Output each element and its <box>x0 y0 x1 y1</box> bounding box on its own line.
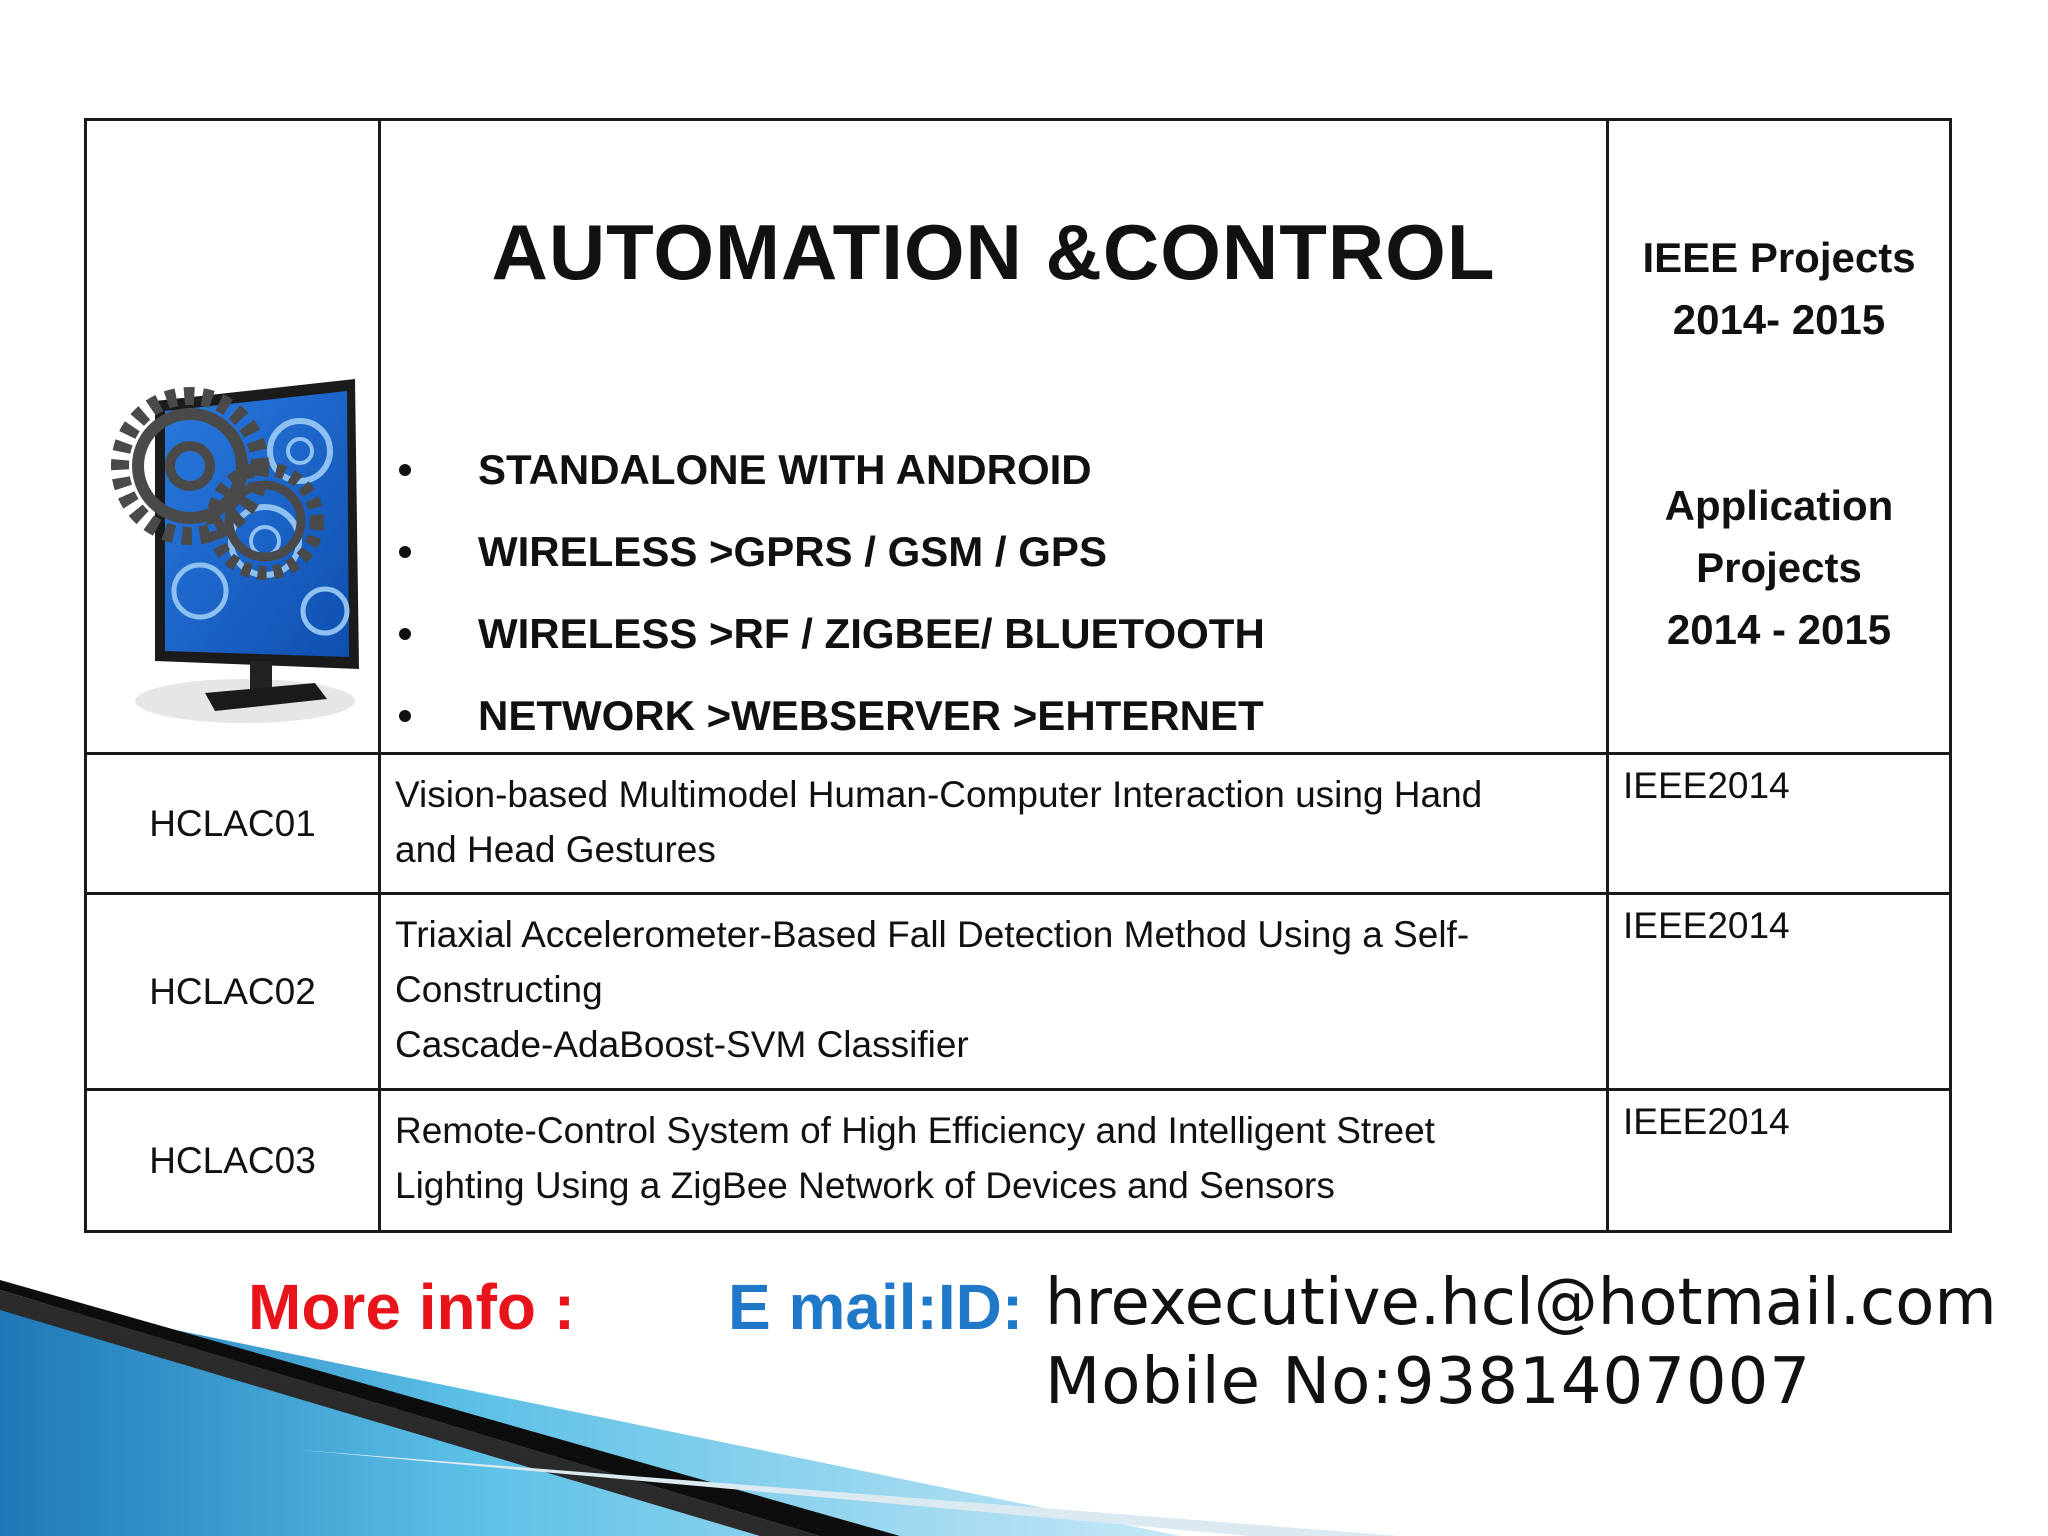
ieee-projects-label: IEEE Projects 2014- 2015 <box>1642 234 1916 343</box>
bullet-icon <box>399 546 411 558</box>
topic-item: STANDALONE WITH ANDROID <box>395 429 1265 511</box>
topic-item: WIRELESS >GPRS / GSM / GPS <box>395 511 1265 593</box>
bullet-icon <box>399 464 411 476</box>
table-row <box>86 754 1951 894</box>
mobile-number: Mobile No:9381407007 <box>1045 1345 1812 1419</box>
bullet-icon <box>399 710 411 722</box>
project-code: HCLAC02 <box>86 894 380 1090</box>
topic-item: WIRELESS >RF / ZIGBEE/ BLUETOOTH <box>395 593 1265 675</box>
table-row <box>86 894 1951 1090</box>
project-year: IEEE2014 <box>1608 754 1951 894</box>
project-title: Triaxial Accelerometer-Based Fall Detection Method Using a Self- Constructing Cascade-AdaBoost-SVM Classifier <box>380 894 1608 1090</box>
page-title: AUTOMATION &CONTROL <box>491 208 1496 296</box>
project-year: IEEE2014 <box>1608 1090 1951 1232</box>
bullet-icon <box>399 628 411 640</box>
monitor-with-gears-icon <box>95 221 367 741</box>
project-code: HCLAC01 <box>86 754 380 894</box>
application-projects-label: Application Projects 2014 - 2015 <box>1664 482 1894 653</box>
project-title: Remote-Control System of High Efficiency and Intelligent Street Lighting Using a ZigBee Network of Devices and Sensors <box>380 1090 1608 1232</box>
topic-list <box>395 429 1265 757</box>
email-link[interactable]: hrexecutive.hcl@hotmail.com <box>1045 1266 1997 1340</box>
projects-table <box>84 118 1952 1233</box>
header-row <box>86 120 1951 754</box>
table-row <box>86 1090 1951 1232</box>
email-label: E mail:ID: <box>728 1271 1024 1343</box>
title-cell <box>380 120 1608 754</box>
topic-item: NETWORK >WEBSERVER >EHTERNET <box>395 675 1265 757</box>
image-cell <box>86 120 380 754</box>
project-title: Vision-based Multimodel Human-Computer Interaction using Hand and Head Gestures <box>380 754 1608 894</box>
project-year: IEEE2014 <box>1608 894 1951 1090</box>
project-code: HCLAC03 <box>86 1090 380 1232</box>
more-info-label: More info : <box>248 1271 576 1343</box>
side-info-cell <box>1608 120 1951 754</box>
